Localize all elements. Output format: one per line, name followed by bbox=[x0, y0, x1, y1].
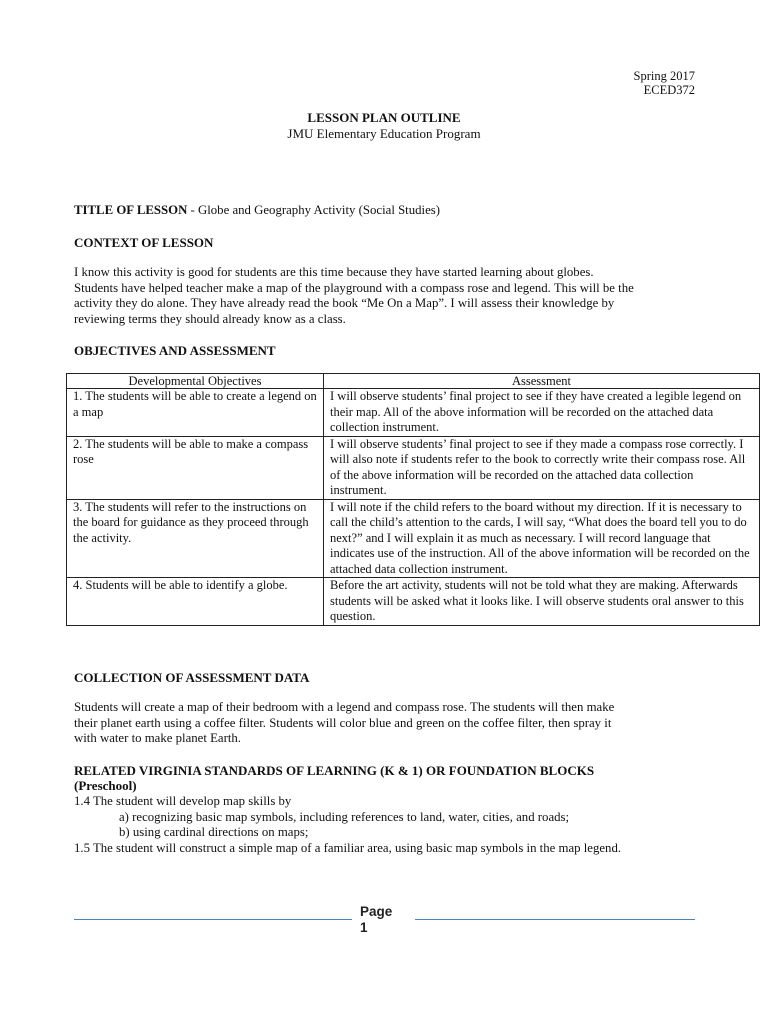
footer-rule-right bbox=[415, 919, 695, 920]
collection-line: Students will create a map of their bedroom with a legend and compass rose. The students will then make bbox=[74, 700, 615, 714]
collection-paragraph bbox=[74, 700, 714, 747]
objectives-heading: OBJECTIVES AND ASSESSMENT bbox=[74, 343, 276, 358]
objective-cell: 2. The students will be able to make a compass rose bbox=[67, 436, 324, 499]
assessment-cell: I will observe students’ final project to see if they have created a legible legend on their map. All of the above information will be recorded on the attached data collection instrument. bbox=[324, 389, 760, 437]
context-line: Students have helped teacher make a map of the playground with a compass rose and legend. This will be the bbox=[74, 280, 634, 295]
table-row bbox=[67, 578, 760, 626]
collection-heading: COLLECTION OF ASSESSMENT DATA bbox=[74, 670, 310, 685]
collection-line: with water to make planet Earth. bbox=[74, 731, 242, 745]
page-number-block bbox=[360, 904, 404, 936]
document-title: LESSON PLAN OUTLINE bbox=[307, 110, 461, 125]
objective-cell: 1. The students will be able to create a legend on a map bbox=[67, 389, 324, 437]
course-code: ECED372 bbox=[643, 83, 695, 97]
lesson-title-line bbox=[74, 203, 714, 219]
assessment-cell: I will note if the child refers to the board without my direction. If it is necessary to call the child’s attention to the cards, I will say, “What does the board tell you to do next?” and I will explain it as much as necessary. I will record language that indicates use of the instruction. All of the above information will be recorded on the attached data collection instrument. bbox=[324, 499, 760, 578]
table-header-row bbox=[67, 374, 760, 389]
page-label: Page bbox=[360, 904, 393, 919]
standard-subitem: a) recognizing basic map symbols, including references to land, water, cities, and roads; bbox=[119, 809, 570, 824]
context-line: I know this activity is good for students are this time because they have started learning about globes. bbox=[74, 265, 594, 279]
table-row bbox=[67, 499, 760, 578]
table-row bbox=[67, 436, 760, 499]
context-line: reviewing terms they should already know as a class. bbox=[74, 311, 346, 326]
context-paragraph bbox=[74, 265, 714, 327]
assessment-cell: Before the art activity, students will not be told what they are making. Afterwards students will be asked what it looks like. I will observe students oral answer to this question. bbox=[324, 578, 760, 626]
assessment-cell: I will observe students’ final project to see if they made a compass rose correctly. I will also note if students refer to the book to correctly write their compass rose. All of the above information will be recorded on the attached data collection instrument. bbox=[324, 436, 760, 499]
standards-subheading: (Preschool) bbox=[74, 778, 137, 793]
lesson-title-label: TITLE OF LESSON bbox=[74, 203, 188, 217]
document-header bbox=[634, 69, 695, 97]
page-number: 1 bbox=[360, 920, 368, 935]
collection-line: their planet earth using a coffee filter. Students will color blue and green on the coffee filter, then spray it bbox=[74, 715, 612, 730]
objective-cell: 3. The students will refer to the instructions on the board for guidance as they proceed through the activity. bbox=[67, 499, 324, 578]
context-heading: CONTEXT OF LESSON bbox=[74, 235, 214, 250]
standard-item: 1.4 The student will develop map skills by bbox=[74, 794, 292, 808]
standard-subitem: b) using cardinal directions on maps; bbox=[119, 825, 309, 839]
objective-cell: 4. Students will be able to identify a globe. bbox=[67, 578, 324, 626]
context-line: activity they do alone. They have already read the book “Me On a Map”. I will assess their knowledge by bbox=[74, 296, 615, 310]
term-text: Spring 2017 bbox=[633, 69, 695, 83]
standards-list bbox=[74, 794, 724, 856]
column-header-objectives: Developmental Objectives bbox=[67, 374, 324, 389]
footer-rule-left bbox=[74, 919, 352, 920]
column-header-assessment: Assessment bbox=[324, 374, 760, 389]
table-row bbox=[67, 389, 760, 437]
lesson-title-text: - Globe and Geography Activity (Social Studies) bbox=[187, 203, 441, 217]
document-subtitle: JMU Elementary Education Program bbox=[287, 126, 481, 141]
standard-item: 1.5 The student will construct a simple map of a familiar area, using basic map symbols in the map legend. bbox=[74, 840, 622, 855]
standards-heading: RELATED VIRGINIA STANDARDS OF LEARNING (K & 1) OR FOUNDATION BLOCKS bbox=[74, 763, 595, 778]
objectives-table bbox=[66, 373, 760, 626]
